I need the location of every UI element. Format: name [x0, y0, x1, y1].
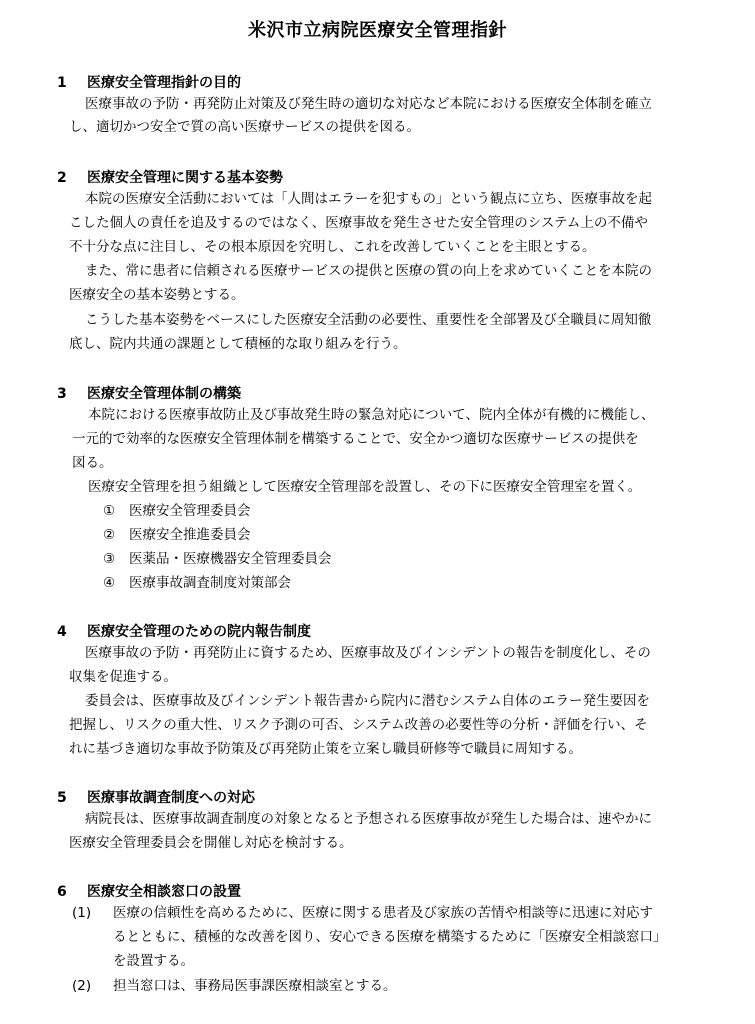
section-number: 5	[57, 790, 67, 806]
section-number: 2	[57, 170, 67, 186]
paragraph-line: こした個人の責任を追及するのではなく、医療事故を発生させた安全管理のシステム上の不備や	[69, 215, 648, 231]
section-4-heading	[57, 621, 311, 641]
section-title: 医療安全管理に関する基本姿勢	[87, 170, 283, 186]
list-item	[103, 573, 291, 593]
paragraph-line: 医療安全管理委員会を開催し対応を検討する。	[69, 835, 353, 851]
section-3-heading	[57, 383, 241, 403]
paragraph-line: 一元的で効率的な医療安全管理体制を構築することで、安全かつ適切な医療サービスの提供を	[72, 431, 639, 447]
paragraph-line: 病院長は、医療事故調査制度の対象となると予想される医療事故が発生した場合は、速やかに	[85, 811, 652, 827]
paragraph-line: し、適切かつ安全で質の高い医療サービスの提供を図る。	[69, 119, 420, 135]
section-6-heading	[57, 881, 241, 901]
paragraph-line: 不十分な点に注目し、その根本原因を究明し、これを改善していくことを主眼とする。	[69, 239, 596, 255]
paragraph-line: 医療事故の予防・再発防止に資するため、医療事故及びインシデントの報告を制度化し、その	[85, 645, 651, 661]
list-item-text: 医薬品・医療機器安全管理委員会	[129, 551, 332, 567]
section-title: 医療安全管理指針の目的	[87, 75, 241, 91]
subitem-marker: (2)	[72, 978, 92, 994]
list-item	[103, 525, 251, 545]
paragraph-line: 本院における医療事故防止及び事故発生時の緊急対応について、院内全体が有機的に機能し、	[88, 407, 655, 423]
section-title: 医療安全相談窓口の設置	[87, 884, 241, 900]
paragraph-line: るとともに、積極的な改善を図り、安心できる医療を構築するために「医療安全相談窓口」	[113, 929, 667, 945]
paragraph-line: 医療安全の基本姿勢とする。	[69, 287, 245, 303]
list-marker: ③	[103, 551, 116, 567]
list-item-text: 医療安全管理委員会	[129, 503, 251, 519]
section-number: 1	[57, 75, 67, 91]
paragraph-line: 図る。	[72, 455, 113, 471]
list-item-text: 医療事故調査制度対策部会	[129, 575, 291, 591]
section-title: 医療安全管理のための院内報告制度	[87, 624, 311, 640]
section-number: 6	[57, 884, 67, 900]
paragraph-line: 医療安全管理を担う組織として医療安全管理部を設置し、その下に医療安全管理室を置く。	[88, 479, 642, 495]
list-marker: ④	[103, 575, 116, 591]
list-marker: ①	[103, 503, 116, 519]
paragraph-line: こうした基本姿勢をベースにした医療安全活動の必要性、重要性を全部署及び全職員に周知徹	[85, 312, 652, 328]
section-number: 4	[57, 624, 67, 640]
list-item	[103, 549, 332, 569]
paragraph-line: 収集を促進する。	[69, 669, 177, 685]
section-number: 3	[57, 386, 67, 402]
section-title: 医療安全管理体制の構築	[87, 386, 241, 402]
paragraph-line: 底し、院内共通の課題として積極的な取り組みを行う。	[69, 336, 407, 352]
page-title: 米沢市立病院医療安全管理指針	[248, 20, 507, 41]
paragraph-line: また、常に患者に信頼される医療サービスの提供と医療の質の向上を求めていくことを本院の	[85, 263, 652, 279]
section-title: 医療事故調査制度への対応	[87, 790, 255, 806]
paragraph-line: を設置する。	[113, 953, 194, 969]
paragraph-line: 医療の信頼性を高めるために、医療に関する患者及び家族の苦情や相談等に迅速に対応す	[113, 905, 653, 921]
list-item	[103, 501, 251, 521]
list-item-text: 医療安全推進委員会	[129, 527, 251, 543]
paragraph-line: 医療事故の予防・再発防止対策及び発生時の適切な対応など本院における医療安全体制を確立	[85, 96, 652, 112]
paragraph-line: 把握し、リスクの重大性、リスク予測の可否、システム改善の必要性等の分析・評価を行い、そ	[69, 717, 648, 733]
subitem-marker: (1)	[72, 905, 92, 921]
paragraph-line: 担当窓口は、事務局医事課医療相談室とする。	[113, 978, 397, 994]
paragraph-line: れに基づき適切な事故予防策及び再発防止策を立案し職員研修等で職員に周知する。	[69, 741, 582, 757]
section-1-heading	[57, 72, 241, 92]
section-5-heading	[57, 787, 255, 807]
list-marker: ②	[103, 527, 116, 543]
paragraph-line: 本院の医療安全活動においては「人間はエラーを犯すもの」という観点に立ち、医療事故を起	[85, 191, 652, 207]
paragraph-line: 委員会は、医療事故及びインシデント報告書から院内に潜むシステム自体のエラー発生要因を	[85, 693, 651, 709]
section-2-heading	[57, 167, 283, 187]
